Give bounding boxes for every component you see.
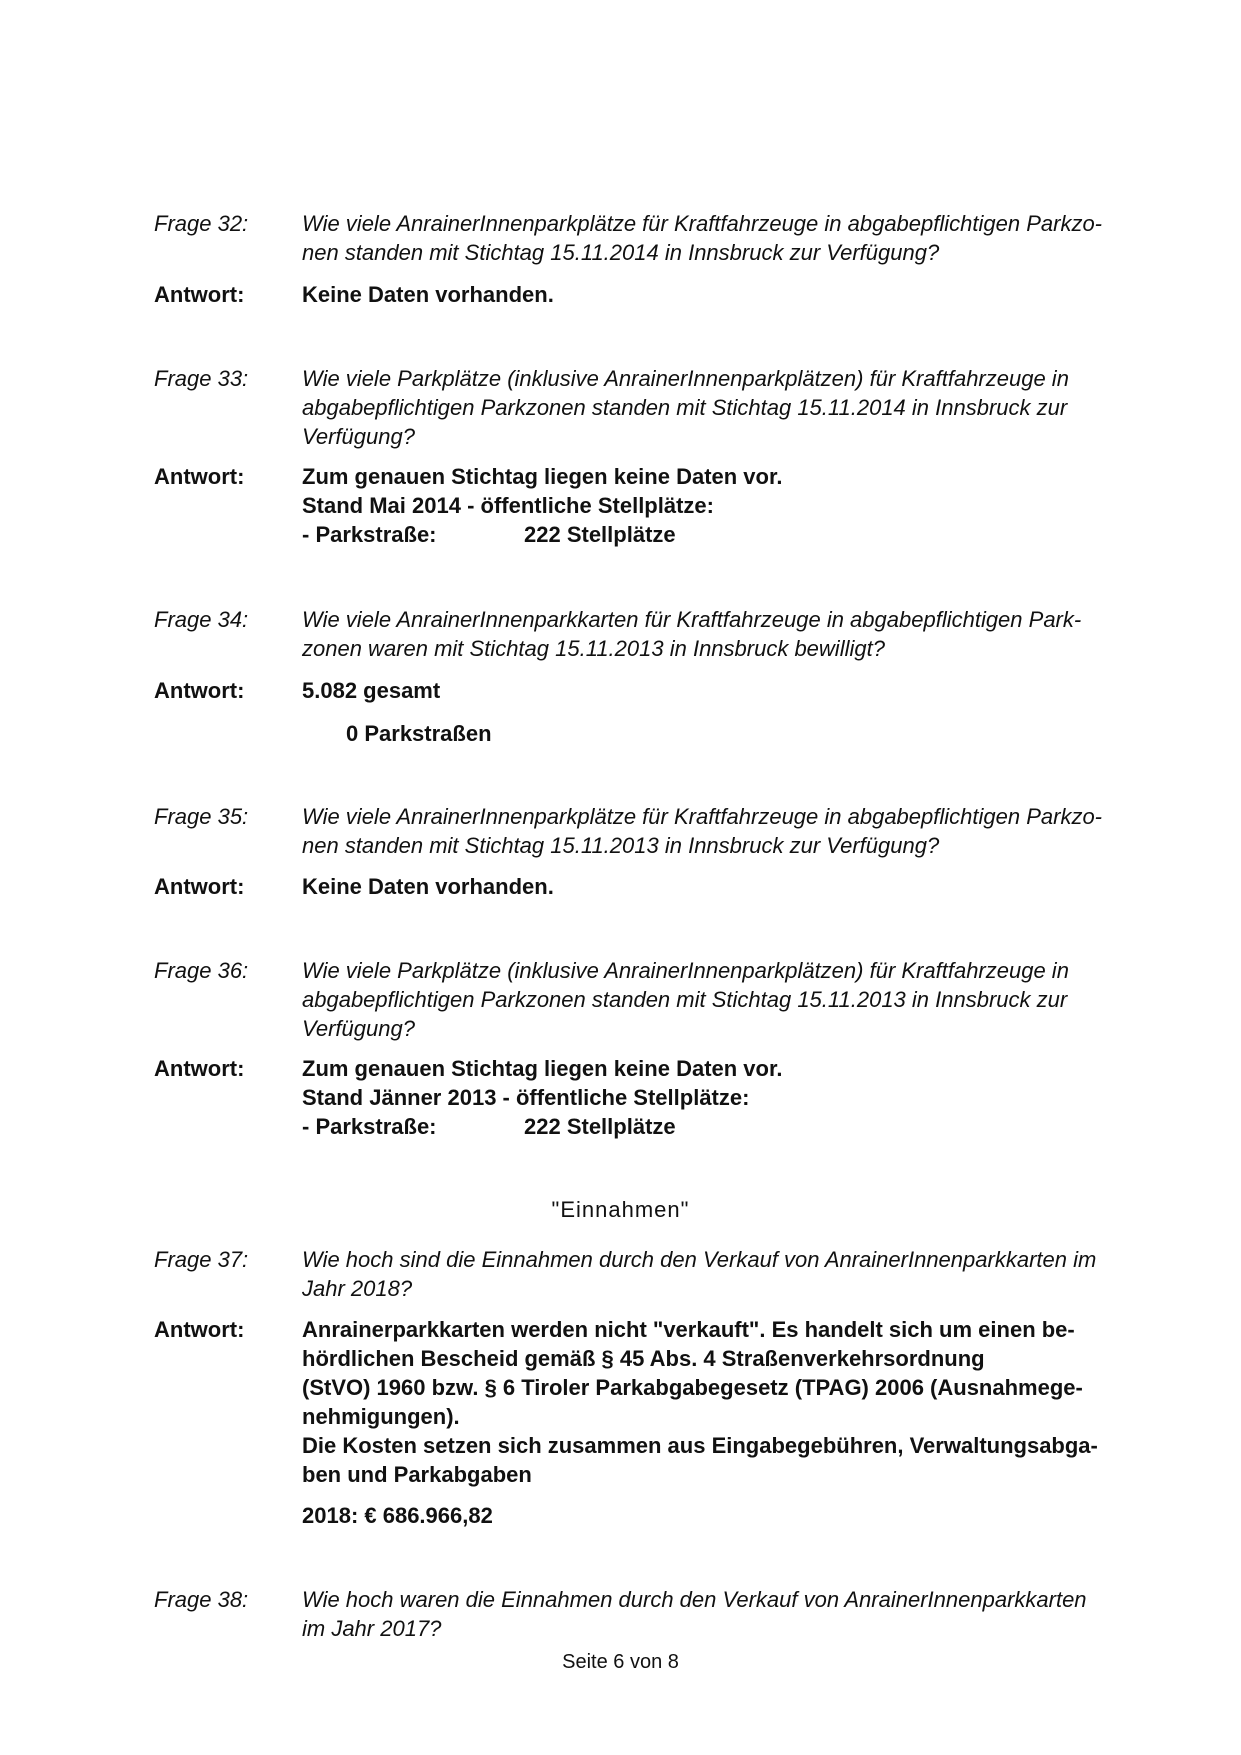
answer-line: Anrainerparkkarten werden nicht "verkauft". Es handelt sich um einen be- [302,1317,1075,1342]
question-line: Jahr 2018? [302,1276,413,1301]
row-value: 222 Stellplätze [524,522,676,547]
answer-line: nehmigungen). [302,1404,460,1429]
question-label: Frage 36: [154,958,249,983]
question-text [302,364,1142,451]
page-number: Seite 6 von 8 [562,1651,679,1673]
question-label: Frage 32: [154,211,249,236]
question-text [302,802,1142,860]
question-line: abgabepflichtigen Parkzonen standen mit Stichtag 15.11.2014 in Innsbruck zur [302,395,1068,420]
question-text [302,1585,1142,1643]
answer-line: 5.082 gesamt [302,678,441,703]
question-label: Frage 35: [154,804,249,829]
answer-line: ben und Parkabgaben [302,1462,532,1487]
answer-amount [302,1501,1142,1530]
question-label: Frage 38: [154,1587,249,1612]
answer-text [302,872,1142,901]
answer-label: Antwort: [154,874,245,899]
answer-paragraph [302,1431,1142,1489]
question-line: im Jahr 2017? [302,1616,442,1641]
question-line: zonen waren mit Stichtag 15.11.2013 in Innsbruck bewilligt? [302,636,885,661]
question-line: Verfügung? [302,1016,415,1041]
answer-line: (StVO) 1960 bzw. § 6 Tiroler Parkabgabegesetz (TPAG) 2006 (Ausnahmege- [302,1375,1083,1400]
question-text [302,1245,1142,1303]
question-line: nen standen mit Stichtag 15.11.2014 in Innsbruck zur Verfügung? [302,240,940,265]
question-line: Wie viele Parkplätze (inklusive AnrainerInnenparkplätzen) für Kraftfahrzeuge in [302,958,1069,983]
answer-line: Stand Jänner 2013 - öffentliche Stellplätze: [302,1085,750,1110]
answer-line: Zum genauen Stichtag liegen keine Daten vor. [302,1056,783,1081]
answer-line: Keine Daten vorhanden. [302,874,554,899]
answer-label: Antwort: [154,1317,245,1342]
row-value: 222 Stellplätze [524,1114,676,1139]
answer-label: Antwort: [154,464,245,489]
row-label: - Parkstraße: [302,1114,437,1139]
stellplatz-row [302,1112,1142,1141]
answer-label: Antwort: [154,678,245,703]
answer-text [302,1054,1142,1141]
question-line: Wie viele AnrainerInnenparkplätze für Kraftfahrzeuge in abgabepflichtigen Parkzo- [302,804,1103,829]
answer-paragraph [302,1315,1142,1431]
answer-line: Zum genauen Stichtag liegen keine Daten vor. [302,464,783,489]
answer-text [302,462,1142,549]
answer-line: Keine Daten vorhanden. [302,282,554,307]
answer-text [302,280,1142,309]
question-text [302,209,1142,267]
question-text [302,956,1142,1043]
answer-text [302,676,1142,705]
answer-line: 0 Parkstraßen [346,721,492,746]
answer-subtotal [302,719,1142,748]
answer-line: hördlichen Bescheid gemäß § 45 Abs. 4 Straßenverkehrsordnung [302,1346,985,1371]
question-label: Frage 34: [154,607,249,632]
question-line: abgabepflichtigen Parkzonen standen mit Stichtag 15.11.2013 in Innsbruck zur [302,987,1068,1012]
question-line: Verfügung? [302,424,415,449]
question-line: Wie hoch sind die Einnahmen durch den Verkauf von AnrainerInnenparkkarten im [302,1247,1097,1272]
stellplatz-row [302,520,1142,549]
answer-line: 2018: € 686.966,82 [302,1503,493,1528]
question-label: Frage 37: [154,1247,249,1272]
question-line: Wie viele AnrainerInnenparkplätze für Kraftfahrzeuge in abgabepflichtigen Parkzo- [302,211,1103,236]
question-label: Frage 33: [154,366,249,391]
question-line: Wie hoch waren die Einnahmen durch den Verkauf von AnrainerInnenparkkarten [302,1587,1087,1612]
answer-label: Antwort: [154,1056,245,1081]
row-label: - Parkstraße: [302,522,437,547]
answer-line: Die Kosten setzen sich zusammen aus Eingabegebühren, Verwaltungsabga- [302,1433,1098,1458]
question-line: nen standen mit Stichtag 15.11.2013 in Innsbruck zur Verfügung? [302,833,940,858]
question-text [302,605,1142,663]
section-heading: "Einnahmen" [551,1197,690,1222]
question-line: Wie viele Parkplätze (inklusive AnrainerInnenparkplätzen) für Kraftfahrzeuge in [302,366,1069,391]
question-line: Wie viele AnrainerInnenparkkarten für Kraftfahrzeuge in abgabepflichtigen Park- [302,607,1082,632]
answer-label: Antwort: [154,282,245,307]
answer-line: Stand Mai 2014 - öffentliche Stellplätze: [302,493,714,518]
